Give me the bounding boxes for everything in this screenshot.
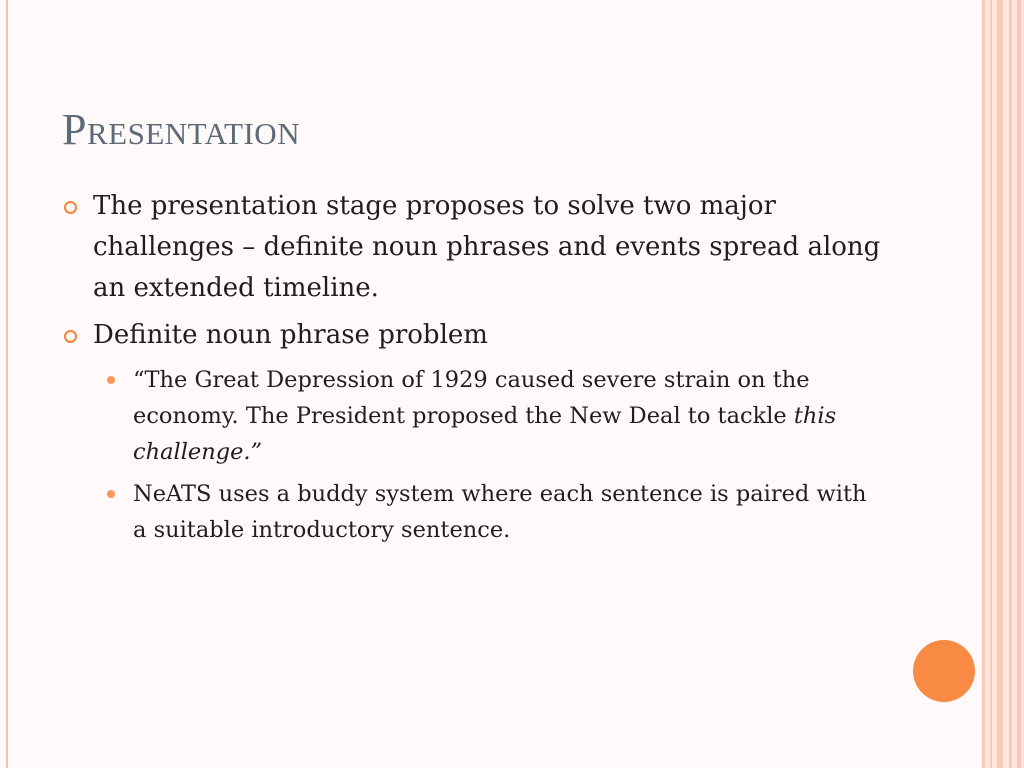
dot-bullet-icon <box>107 490 115 498</box>
dot-bullet-icon <box>107 376 115 384</box>
slide-title: Presentation <box>62 105 301 154</box>
stripe <box>982 0 985 768</box>
left-decorative-rule <box>6 0 8 768</box>
bullet-level1 <box>62 315 882 356</box>
slide-body <box>62 186 882 554</box>
bullet-level2 <box>62 476 882 548</box>
ring-bullet-icon <box>64 330 77 343</box>
stripe <box>990 0 992 768</box>
stripe <box>997 0 1003 768</box>
stripe <box>1017 0 1021 768</box>
bullet-text: “The Great Depression of 1929 caused severe strain on the economy. The President proposed the New Deal to tackle <box>133 367 810 429</box>
decorative-orb <box>913 640 975 702</box>
bullet-level2 <box>62 362 882 470</box>
bullet-text: The presentation stage proposes to solve two major challenges – definite noun phrases and events spread along an extended timeline. <box>93 191 881 303</box>
bullet-level1 <box>62 186 882 309</box>
ring-bullet-icon <box>64 201 77 214</box>
bullet-emphasis: this challenge.” <box>133 403 837 465</box>
bullet-text: NeATS uses a buddy system where each sentence is paired with a suitable introductory sentence. <box>133 481 867 543</box>
bullet-text: Definite noun phrase problem <box>93 320 488 350</box>
stripe <box>1009 0 1012 768</box>
